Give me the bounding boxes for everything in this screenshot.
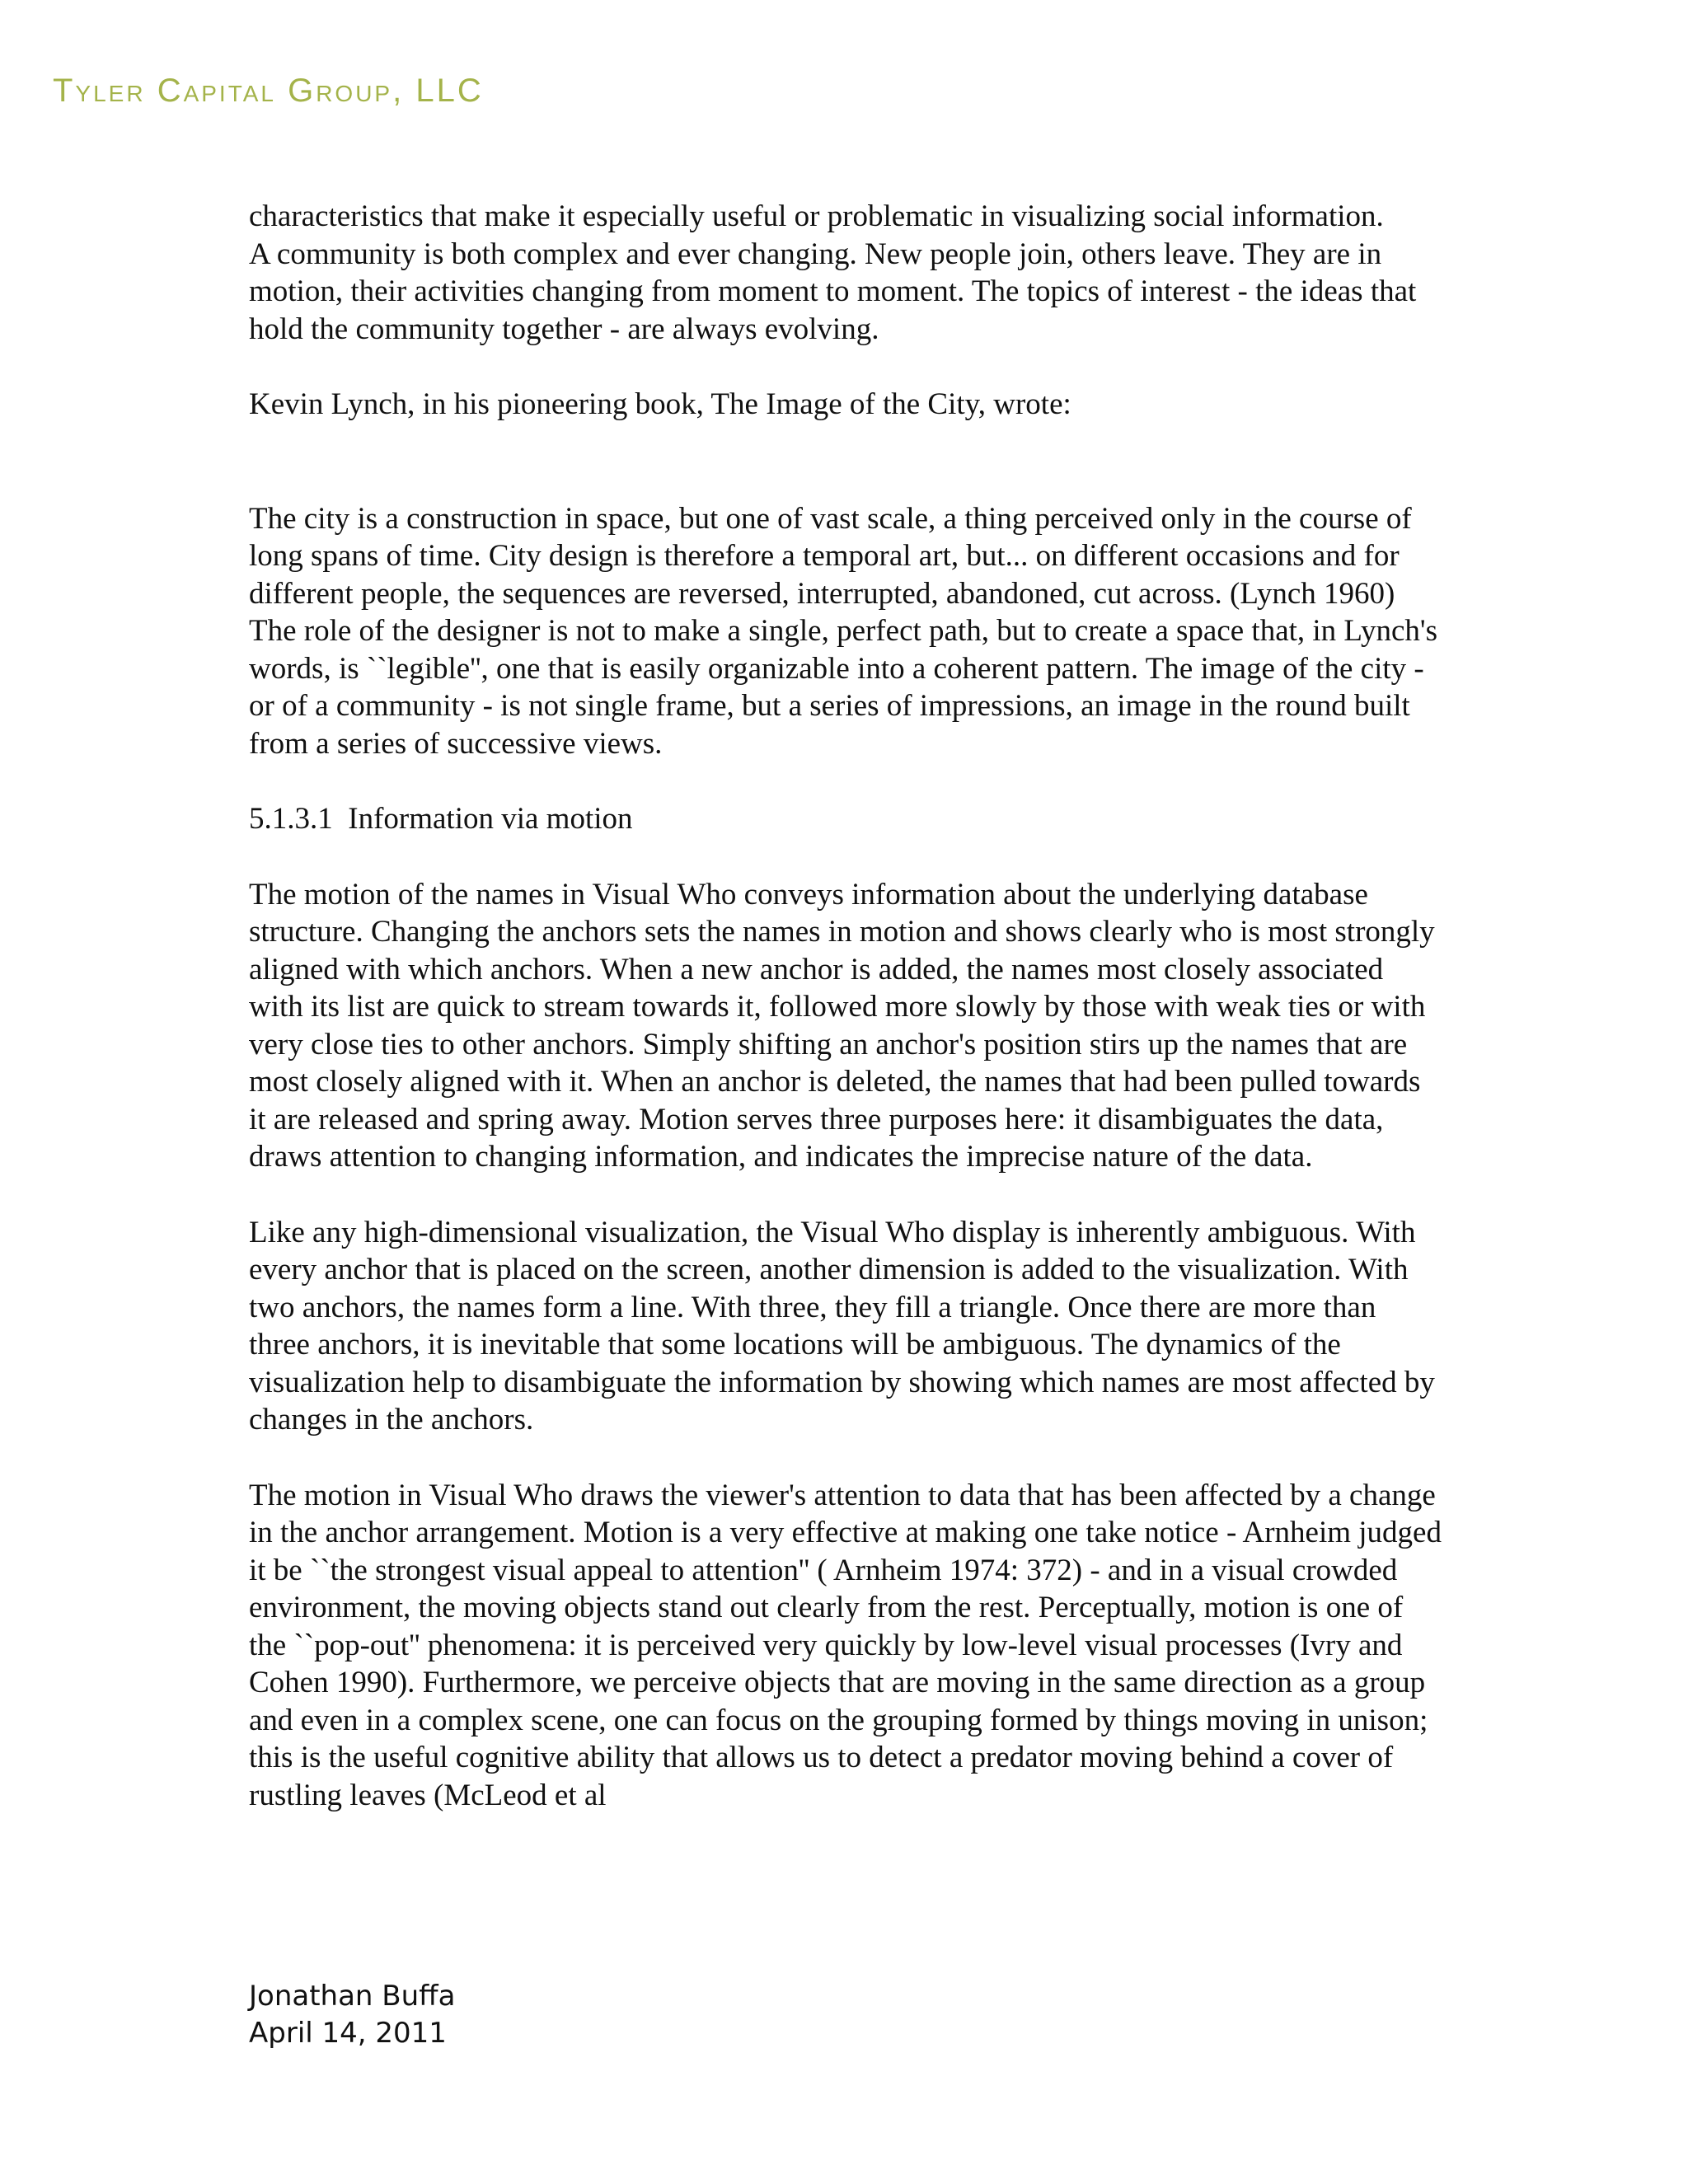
paragraph-lynch-intro: Kevin Lynch, in his pioneering book, The Image of the City, wrote: (249, 387, 1071, 421)
document-date: April 14, 2011 (249, 2017, 447, 2050)
paragraph-attention: The motion in Visual Who draws the viewer's attention to data that has been affected by a change in the anchor arrangement. Motion is a very effective at making one take notice - Arnheim judged it be ``the strongest visual appeal to attention'' ( Arnheim 1974: 372) - and in a visual crowded environment, the moving objects stand out clearly from the rest. Perceptually, motion is one of the ``pop-out'' phenomena: it is perceived very quickly by low-level visual processes (Ivry and Cohen 1990). Furthermore, we perceive objects that are moving in the same direction as a group and even in a complex scene, one can focus on the grouping formed by things moving in unison; this is the useful cognitive ability that allows us to detect a predator moving behind a cover of rustling leaves (McLeod et al (249, 1478, 1442, 1812)
paragraph-designer-role: The role of the designer is not to make a single, perfect path, but to create a space that, in Lynch's words, is ``legible'', one that is easily organizable into a coherent pattern. The image of the city - or of a community - is not single frame, but a series of impressions, an image in the round built from a series of successive views. (249, 614, 1437, 761)
block-quote: The city is a construction in space, but one of vast scale, a thing perceived only in the course of long spans of time. City design is therefore a temporal art, but... on different occasions and for different people, the sequences are reversed, interrupted, abandoned, cut across. (Lynch 1960) (249, 501, 1412, 611)
document-footer (249, 1978, 455, 2052)
paragraph-motion: The motion of the names in Visual Who conveys information about the underlying database structure. Changing the anchors sets the names in motion and shows clearly who is most strongly aligned with which anchors. When a new anchor is added, the names most closely associated with its list are quick to stream towards it, followed more slowly by those with weak ties or with very close ties to other anchors. Simply shifting an anchor's position stirs up the names that are most closely aligned with it. When an anchor is deleted, the names that had been pulled towards it are released and spring away. Motion serves three purposes here: it disambiguates the data, draws attention to changing information, and indicates the imprecise nature of the data. (249, 877, 1435, 1174)
paragraph-community: A community is both complex and ever changing. New people join, others leave. They are in motion, their activities changing from moment to moment. The topics of interest - the ideas that hold the community together - are always evolving. (249, 237, 1417, 346)
document-body (249, 198, 1444, 1814)
author-name: Jonathan Buffa (249, 1980, 456, 2013)
paragraph-high-dimensional: Like any high-dimensional visualization, the Visual Who display is inherently ambiguous. With every anchor that is placed on the screen, another dimension is added to the visualization. With two anchors, the names form a line. With three, they fill a triangle. Once there are more than three anchors, it is inevitable that some locations will be ambiguous. The dynamics of the visualization help to disambiguate the information by showing which names are most affected by changes in the anchors. (249, 1215, 1435, 1436)
section-heading: 5.1.3.1 Information via motion (249, 802, 633, 836)
company-letterhead: Tyler Capital Group, LLC (53, 73, 484, 109)
paragraph-intro: characteristics that make it especially useful or problematic in visualizing social information. (249, 199, 1384, 233)
